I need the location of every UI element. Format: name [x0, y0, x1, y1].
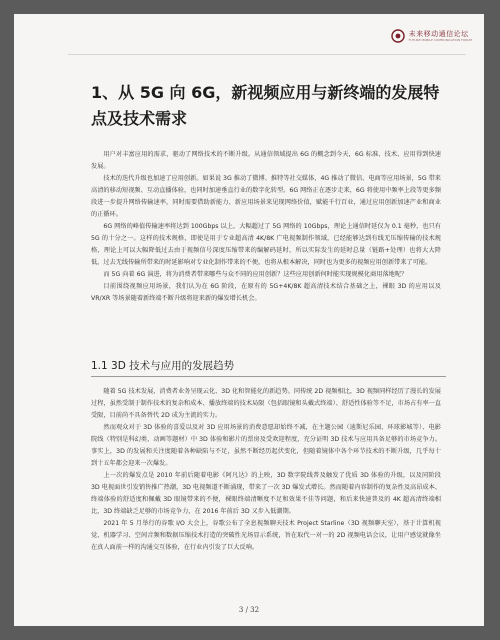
forum-logo-icon — [391, 29, 405, 43]
paragraph: 2021 年 5 月举行的谷歌 I/O 大会上，谷歌公布了全息视频聊天技术 Project Starline（3D 视频聊天室），基于计算机视觉、机器学习、空间音频和数据压缩技术打造的突破性光场显示系统，旨在取代一对一的 2D 视频电话会议，让用户感觉就像坐在真人面前一样的沟通交互体验，在行业内引发了巨大反响。 — [91, 520, 441, 551]
paragraph: 技术的迭代升级也加速了应用创新。如果说 3G 推动了微博、推特等社交媒体，4G 推动了微信、电商等应用场景，5G 带来高清的移动短视频、互动直播体验，也同时加速垂直行业的数字化转型。6G 网络正在逐步走来，6G 将使用中频率上段等更多频段进一步提升网络传输速率，同时需要借助新能力、新应用场景来见现网络价值，赋能千行百业，通过应用创新加速产业和商业的正循环。 — [91, 175, 441, 218]
paragraph: 随着 5G 技术发展，消费者业务呈现云化、3D 化和智能化的新趋势。同传统 2D 视频相比，3D 视频同样经历了漫长的发展过程，虽然受制于制作技术的复杂和成本、播放终端的技术局限（包括眼镜和头戴式终端）、舒适性体验等不足，市场占有率一直受限，目前尚不具备替代 2D 成为主流的实力。 — [91, 388, 441, 419]
section2-body — [91, 386, 441, 554]
paragraph: 目前围绕视频应用场景，我们认为在 6G 阶段，在原有的 5G+4K/8K 超高清技术结合基础之上，裸眼 3D 的应用以及 VR/XR 等场景随着新终端不断升级将迎来新的爆发增长机会。 — [91, 283, 441, 302]
subsection-rule — [91, 376, 446, 377]
paragraph: 上一次的爆发点是 2010 年前后随着电影《阿凡达》的上映，3D 数字院线普及触发了优质 3D 体验的升级，以及同阶段 3D 电视面世引发销售推广热潮，3D 电视频道不断涌现，带来了一次 3D 爆发式增长。然而随着内容制作的复杂性及高昂成本、终端体验的舒适度和佩戴 3D 眼镜带来的不便，裸眼终端清晰度不足和效果不佳等问题，和后来快速普及的 4K 超高清终端相比，3D 终端缺乏足够的市场竞争力，在 2016 年前后 3D 又步入低潮期。 — [91, 472, 441, 515]
section-title: 1、从 5G 向 6G，新视频应用与新终端的发展特点及技术需求 — [91, 83, 440, 128]
section1-body — [91, 149, 441, 305]
forum-logo — [391, 26, 472, 46]
paragraph: 用户对丰富应用的需求，驱动了网络技术的不断升级。从通信领域提出 6G 的概念到今天，6G 标准、技术、应用得到快速发展。 — [91, 151, 441, 170]
document-page — [14, 14, 484, 626]
paragraph: 6G 网络的峰值传输速率将达到 100Gbps 以上，大幅超过了 5G 网络的 10Gbps，理论上通信时延仅为 0.1 毫秒，也只有 5G 的十分之一。这样的技术规格，即使是用于专业超高清 4K/8K 广电视频制作领域，已经能够达到有线无压缩传输的技术规格，理论上可以大幅降低过去由于视频信号深度压缩带来的编解码延时，所以实际发生的延时总量（链路+处理）也将大大降低，过去无线传输所带来的时延影响对专业化制作带来的不便，也将从根本解决，同时也为更多的视频应用创新带来了可能。 — [91, 223, 441, 266]
paragraph: 而 5G 向着 6G 演进，将为消费者带来哪些与众不同的应用创新？这些应用创新何时能实现规模化商用落地呢？ — [103, 271, 408, 278]
paragraph: 然而观众对于 3D 体验的喜爱以及对 3D 应用场景的消费意愿却始终不减，在主题公园（迪斯尼乐园、环球影城等）、电影院线（特别是科幻类、动画等题材）中 3D 体验和影片的票房及受欢迎程度，充分证明 3D 技术与应用具备足够的市场竞争力。事实上，3D 的发展和关注度随着各种缺陷与不足，虽然不断经历起伏变化，但随着镜体中各个环节技术的不断升级，几乎每十到十五年都会迎来一次爆发。 — [91, 424, 441, 467]
logo-english-name: FUTURE MOBILE COMMUNICATION FORUM — [408, 37, 472, 42]
subsection-title: 1.1 3D 技术与应用的发展趋势 — [91, 360, 235, 372]
header-divider — [68, 54, 466, 55]
logo-chinese-name: 未来移动通信论坛 — [408, 29, 469, 38]
page-number: 3 / 32 — [238, 606, 260, 614]
